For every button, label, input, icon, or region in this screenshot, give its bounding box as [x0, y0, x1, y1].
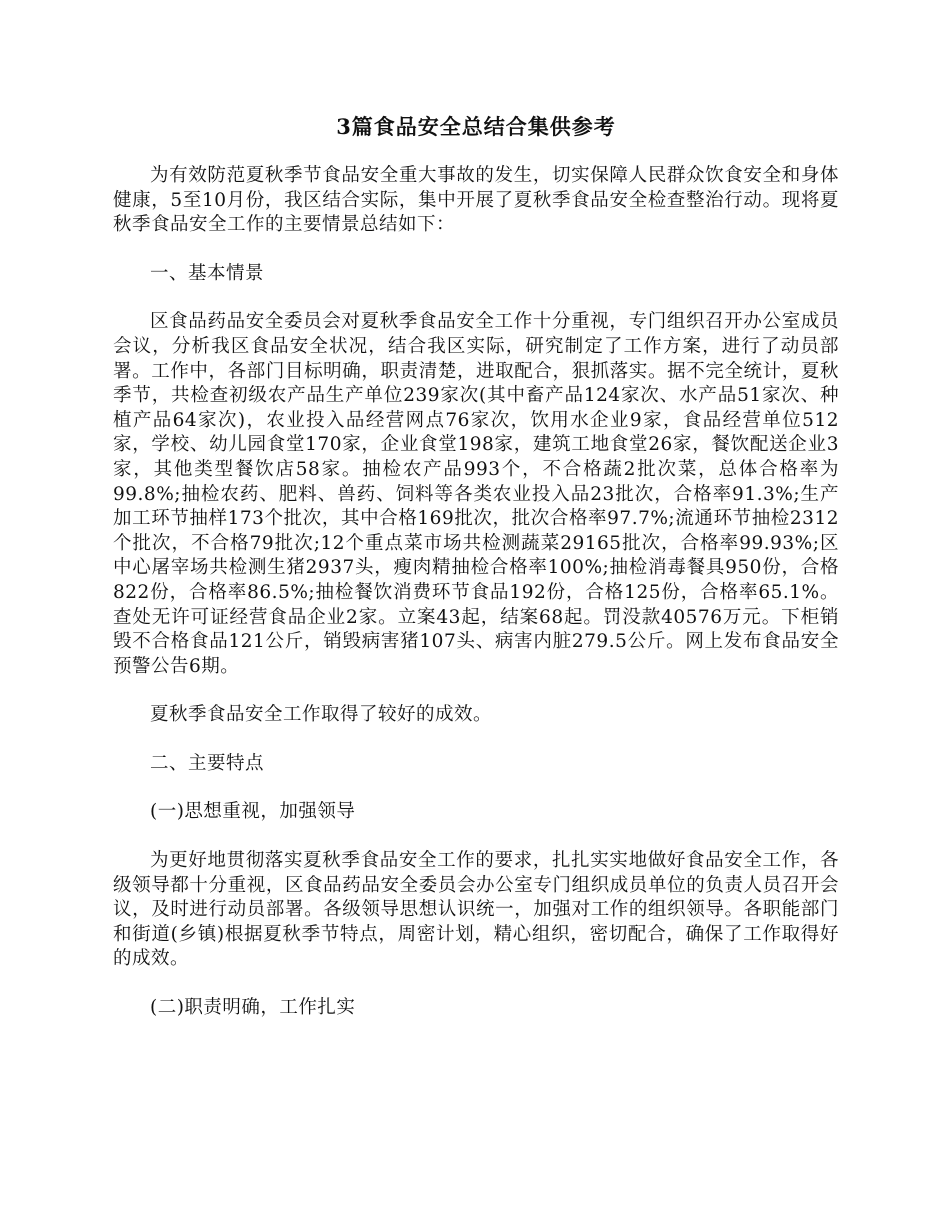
- basic-situation-paragraph: 区食品药品安全委员会对夏秋季食品安全工作十分重视，专门组织召开办公室成员会议，分析我区食品安全状况，结合我区实际，研究制定了工作方案，进行了动员部署。工作中，各部门目标明确，职责清楚，进取配合，狠抓落实。据不完全统计，夏秋季节，共检查初级农产品生产单位239家次(其中畜产品124家次、水产品51家次、种植产品64家次)，农业投入品经营网点76家次，饮用水企业9家，食品经营单位512家，学校、幼儿园食堂170家，企业食堂198家，建筑工地食堂26家，餐饮配送企业3家，其他类型餐饮店58家。抽检农产品993个，不合格蔬2批次菜，总体合格率为99.8%;抽检农药、肥料、兽药、饲料等各类农业投入品23批次，合格率91.3%;生产加工环节抽样173个批次，其中合格169批次，批次合格率97.7%;流通环节抽检2312个批次，不合格79批次;12个重点菜市场共检测蔬菜29165批次，合格率99.93%;区中心屠宰场共检测生猪2937头，瘦肉精抽检合格率100%;抽检消毒餐具950份，合格822份，合格率86.5%;抽检餐饮消费环节食品192份，合格125份，合格率65.1%。查处无许可证经营食品企业2家。立案43起，结案68起。罚没款40576万元。下柜销毁不合格食品121公斤，销毁病害猪107头、病害内脏279.5公斤。网上发布食品安全预警公告6期。: [113, 311, 839, 677]
- subheading-responsibilities: (二)职责明确，工作扎实: [150, 997, 356, 1019]
- summary-paragraph: 夏秋季食品安全工作取得了较好的成效。: [150, 704, 493, 726]
- intro-paragraph: 为有效防范夏秋季节食品安全重大事故的发生，切实保障人民群众饮食安全和身体健康，5至10月份，我区结合实际，集中开展了夏秋季食品安全检查整治行动。现将夏秋季食品安全工作的主要情景总结如下：: [113, 165, 839, 236]
- document-title: 3篇食品安全总结合集供参考: [336, 114, 616, 139]
- section-heading-basic-situation: 一、基本情景: [150, 262, 265, 284]
- subheading-leadership: (一)思想重视，加强领导: [150, 801, 356, 823]
- document-page: [113, 112, 839, 1045]
- section-heading-main-features: 二、主要特点: [150, 752, 265, 774]
- leadership-paragraph: 为更好地贯彻落实夏秋季食品安全工作的要求，扎扎实实地做好食品安全工作，各级领导都十分重视，区食品药品安全委员会办公室专门组织成员单位的负责人员召开会议，及时进行动员部署。各级领导思想认识统一，加强对工作的组织领导。各职能部门和街道(乡镇)根据夏秋季节特点，周密计划，精心组织，密切配合，确保了工作取得好的成效。: [113, 850, 839, 970]
